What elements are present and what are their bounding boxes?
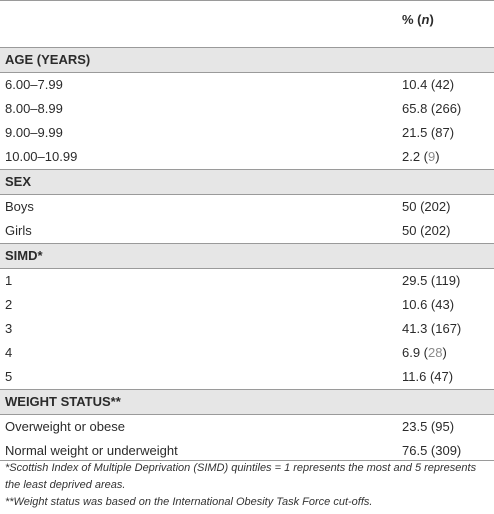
row-label: 2 [5, 297, 13, 312]
table-row [0, 293, 494, 317]
table-row [0, 317, 494, 341]
row-value: 11.6 (47) [402, 369, 454, 384]
section-sex [0, 170, 494, 194]
value-count: 9 [428, 149, 436, 164]
row-value: 50 (202) [402, 199, 451, 214]
row-label: 4 [5, 345, 13, 360]
row-label: 6.00–7.99 [5, 77, 63, 92]
row-value: 23.5 (95) [402, 419, 455, 434]
footnote-simd: *Scottish Index of Multiple Deprivation (SIMD) quintiles = 1 represents the most and 5 represents the least deprived areas. [5, 462, 477, 491]
header-n: n [421, 12, 430, 27]
row-label: 1 [5, 273, 13, 288]
row-value [402, 145, 440, 169]
row-label: 8.00–8.99 [5, 101, 63, 116]
table-row [0, 145, 494, 169]
header-suffix: ) [429, 12, 434, 27]
table-row [0, 195, 494, 219]
row-value: 50 (202) [402, 223, 451, 238]
value-main: 6.9 ( [402, 345, 429, 360]
section-simd [0, 244, 494, 268]
table-row [0, 365, 494, 389]
value-end: ) [442, 345, 447, 360]
value-count: 28 [428, 345, 443, 360]
table-row [0, 97, 494, 121]
table-row [0, 269, 494, 293]
section-title: AGE (YEARS) [5, 52, 91, 67]
section-title: WEIGHT STATUS** [5, 394, 121, 409]
table-row [0, 415, 494, 439]
section-title: SIMD* [5, 248, 43, 263]
table-row [0, 73, 494, 97]
top-rule [0, 0, 494, 1]
row-label: 5 [5, 369, 13, 384]
value-main: 2.2 ( [402, 149, 429, 164]
row-label: Boys [5, 199, 34, 214]
table-footnotes [5, 460, 489, 511]
footnote-weight-status: **Weight status was based on the International Obesity Task Force cut-offs. [5, 496, 373, 508]
row-label: Girls [5, 223, 32, 238]
section-age [0, 48, 494, 72]
section-weight-status [0, 390, 494, 414]
row-value: 76.5 (309) [402, 443, 462, 458]
row-value [402, 341, 447, 365]
table-row [0, 121, 494, 145]
value-column-header [402, 12, 434, 27]
table-row [0, 341, 494, 365]
header-prefix: % ( [402, 12, 422, 27]
section-title: SEX [5, 174, 32, 189]
row-label: 9.00–9.99 [5, 125, 63, 140]
table-row [0, 219, 494, 243]
value-end: ) [435, 149, 440, 164]
row-value: 21.5 (87) [402, 125, 455, 140]
row-label: 3 [5, 321, 13, 336]
row-value: 10.4 (42) [402, 77, 455, 92]
row-value: 29.5 (119) [402, 273, 461, 288]
row-value: 10.6 (43) [402, 297, 455, 312]
row-value: 41.3 (167) [402, 321, 462, 336]
row-value: 65.8 (266) [402, 101, 462, 116]
row-label: Overweight or obese [5, 419, 125, 434]
row-label: 10.00–10.99 [5, 149, 78, 164]
row-label: Normal weight or underweight [5, 443, 178, 458]
